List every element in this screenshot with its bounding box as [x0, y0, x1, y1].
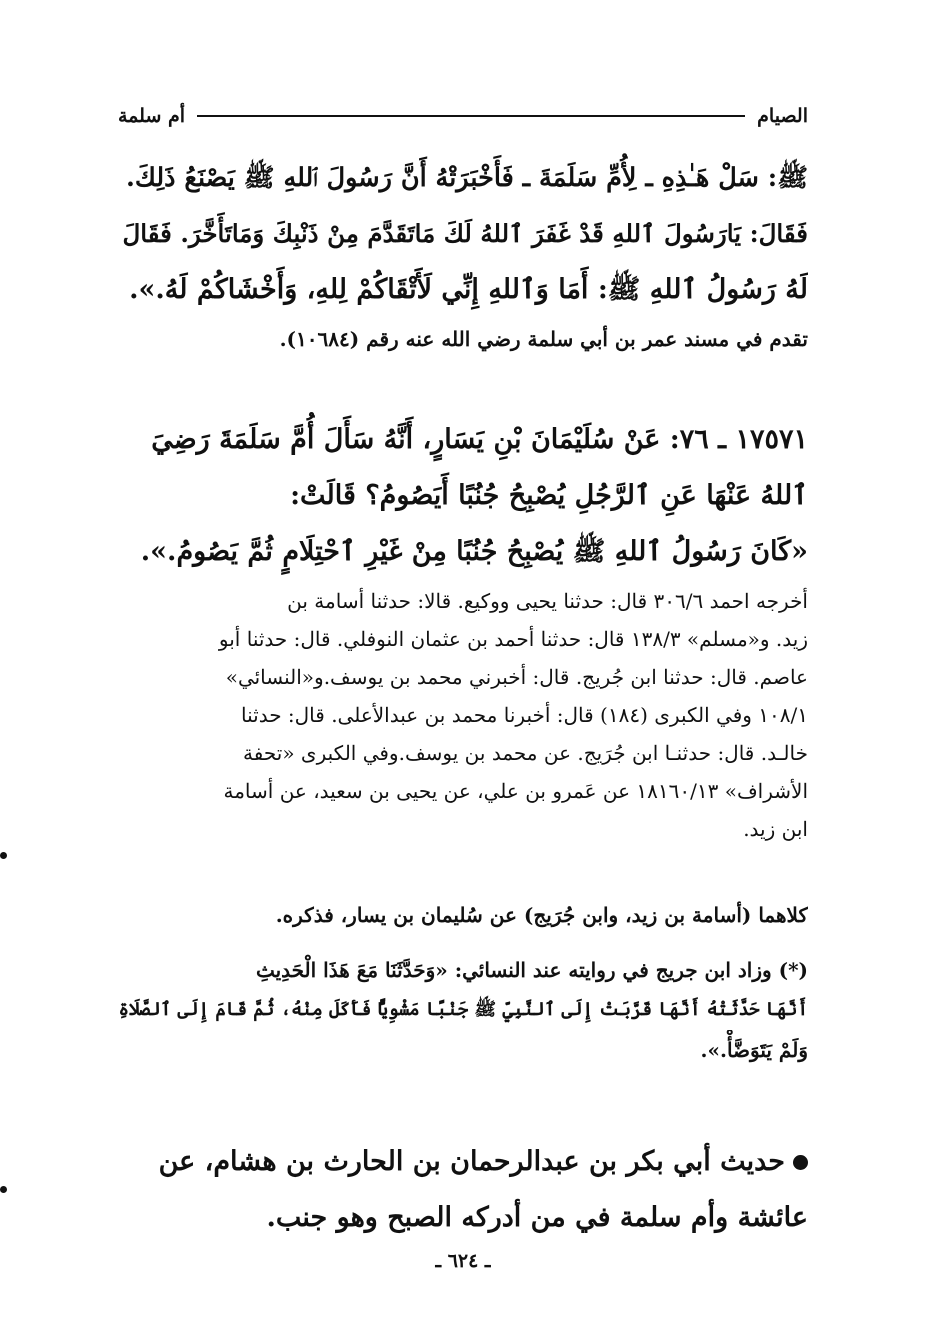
takhrij-line: عاصم. قال: حدثنا ابن جُريج. قال: أخبرني محمد بن يوسف.و«النسائي»: [225, 665, 808, 689]
takhrij-line: الأشراف» ١٨١٦٠/١٣ عن عَمرو بن علي، عن يحيى بن سعيد، عن أسامة: [223, 779, 808, 803]
takhrij-summary: [118, 896, 808, 934]
addition-note: [118, 950, 808, 1070]
hadith-text-line: لَهُ رَسُولُ ٱللهِ ﷺ: أَمَا وَٱللهِ إِنِّي لَأَتْقَاكُمْ لِلهِ، وَأَخْشَاكُمْ لَهُ.».: [129, 274, 808, 305]
hadith-continuation: [118, 150, 808, 318]
addition-line: أَنَّهَا حَدَّثَتْهُ أَنَّهَا قَرَّبَتْ إِلَى ٱلنَّبِيِّ ﷺ جَنْبًا مَشْوِيًّا فَأَكَلَ مِنْهُ، ثُمَّ قَامَ إِلَى ٱلصَّلَاةِ: [118, 999, 808, 1020]
takhrij-line: أخرجه احمد ٣٠٦/٦ قال: حدثنا يحيى ووكيع. قالا: حدثنا أسامة بن: [287, 589, 808, 613]
takhrij-block: [118, 582, 808, 848]
header-section-title: أم سلمة: [118, 105, 186, 127]
hadith-text-line: ٱللهُ عَنْهَا عَنِ ٱلرَّجُلِ يُصْبِحُ جُنُبًا أَيَصُومُ؟ قَالَتْ:: [290, 480, 808, 511]
cross-reference-note: [118, 320, 808, 358]
hadith-text-line: ﷺ: سَلْ هَـٰذِهِ ـ لِأُمِّ سَلَمَةَ ـ فَأَخْبَرَتْهُ أَنَّ رَسُولَ ٱللهِ ﷺ يَصْنَعُ ذَلِكَ.: [126, 163, 808, 193]
takhrij-line: خالـد. قال: حدثنـا ابن جُرَيج. عن محمد بن يوسف.وفي الكبرى «تحفة: [243, 741, 808, 765]
page-number: ـ ٦٢٤ ـ: [435, 1250, 491, 1272]
hadith-text-line: ١٧٥٧١ ـ ٧٦: عَنْ سُلَيْمَانَ بْنِ يَسَارٍ، أَنَّهُ سَأَلَ أُمَّ سَلَمَةَ رَضِيَ: [151, 424, 808, 455]
running-header: [118, 98, 808, 134]
section-heading: [118, 1134, 808, 1246]
section-heading-line: عائشة وأم سلمة في من أدركه الصبح وهو جنب.: [266, 1202, 808, 1233]
hadith-entry: [118, 412, 808, 580]
takhrij-line: زيد. و«مسلم» ١٣٨/٣ قال: حدثنا أحمد بن عثمان النوفلي. قال: حدثنا أبو: [218, 627, 808, 651]
takhrij-line: ابن زيد.: [743, 817, 808, 841]
section-heading-line: [118, 1134, 808, 1190]
addition-line: وَلَمْ يَتَوَضَّأْ.».: [700, 1038, 808, 1062]
header-rule: [197, 115, 745, 117]
header-chapter-title: الصيام: [757, 105, 808, 127]
bullet-icon: [793, 1155, 808, 1170]
hadith-text-line: «كَانَ رَسُولُ ٱللهِ ﷺ يُصْبِحُ جُنُبًا مِنْ غَيْرِ ٱحْتِلَامٍ ثُمَّ يَصُومُ.».: [140, 536, 808, 567]
section-heading-text: حديث أبي بكر بن عبدالرحمان بن الحارث بن هشام، عن: [158, 1146, 785, 1177]
margin-mark: [0, 1186, 7, 1193]
takhrij-summary-text: كلاهما (أسامة بن زيد، وابن جُرَيج) عن سُليمان بن يسار، فذكره.: [275, 903, 808, 927]
cross-reference-text: تقدم في مسند عمر بن أبي سلمة رضي الله عنه رقم (١٠٦٨٤).: [279, 327, 808, 351]
margin-mark: [0, 852, 7, 859]
hadith-text-line: فَقَالَ: يَارَسُولَ ٱللهِ قَدْ غَفَرَ ٱللهُ لَكَ مَاتَقَدَّمَ مِنْ ذَنْبِكَ وَمَاتَأَخَّرَ. فَقَالَ: [122, 219, 808, 248]
takhrij-line: ١٠٨/١ وفي الكبرى (١٨٤) قال: أخبرنا محمد بن عبدالأعلى. قال: حدثنا: [241, 703, 808, 727]
addition-line: (*) وزاد ابن جريج في روايته عند النسائي: «وَحَدَّثَنَا مَعَ هَذَا الْحَدِيثِ: [255, 958, 808, 982]
